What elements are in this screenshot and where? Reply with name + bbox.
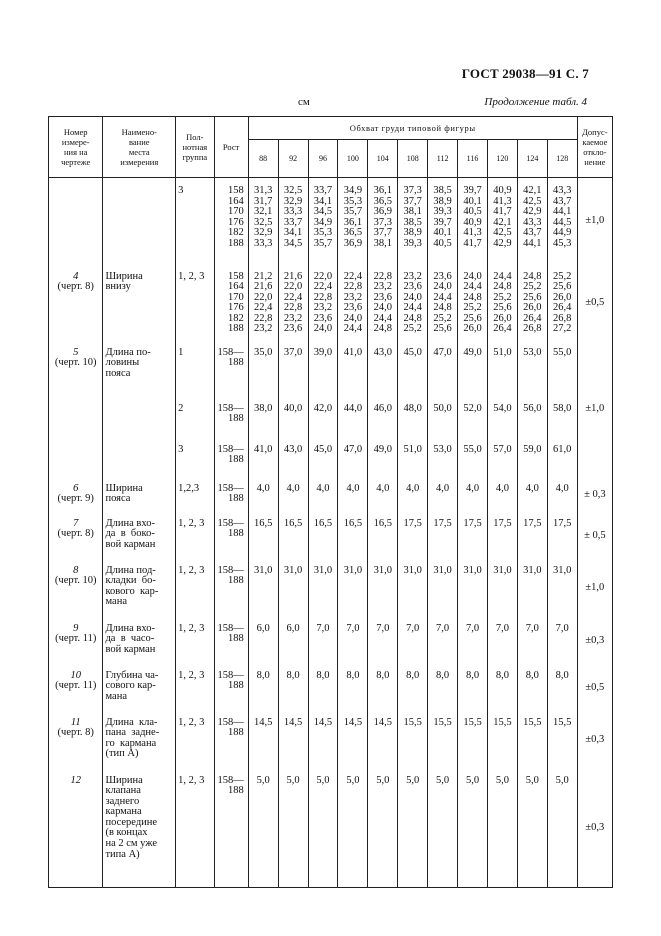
- value-cell: 61,0: [547, 439, 577, 478]
- value-cell: 5,0: [368, 770, 398, 888]
- measure-name: Длина вхо- да в боко- вой карман: [103, 513, 176, 560]
- tolerance-cell: ±0,3: [577, 770, 612, 888]
- measure-number: 9: [73, 622, 79, 634]
- value-cell: 45,0: [398, 342, 428, 398]
- col-header-girth: Обхват груди типовой фигуры: [248, 117, 577, 140]
- value-cell: 8,0: [487, 665, 517, 712]
- height-cell: 158— 188: [214, 770, 248, 888]
- table-row: [49, 560, 613, 618]
- height-cell: 158— 188: [214, 665, 248, 712]
- col-header-tolerance: Допус- каемое откло- нение: [577, 117, 612, 178]
- value-cell: 43,0: [368, 342, 398, 398]
- col-header-size: 112: [428, 140, 458, 178]
- value-cell: 55,0: [547, 342, 577, 398]
- tolerance-cell: ± 0,3: [577, 478, 612, 513]
- value-cell: 43,0: [278, 439, 308, 478]
- table-row: [49, 398, 613, 439]
- value-cell: 5,0: [517, 770, 547, 888]
- value-cell: 31,0: [338, 560, 368, 618]
- value-cell: 46,0: [368, 398, 398, 439]
- value-cell: 39,0: [308, 342, 338, 398]
- value-cell: 7,0: [428, 618, 458, 665]
- measure-name: Длина по- ловины пояса: [103, 342, 176, 398]
- group-cell: 1, 2, 3: [176, 266, 214, 342]
- tolerance-cell: ± 0,5: [577, 513, 612, 560]
- group-cell: 1, 2, 3: [176, 618, 214, 665]
- table-row: [49, 513, 613, 560]
- measure-number-cell: [49, 439, 103, 478]
- value-cell: 22,4 22,8 23,2 23,6 24,0 24,4: [338, 266, 368, 342]
- value-cell: 31,0: [278, 560, 308, 618]
- col-header-size: 116: [458, 140, 488, 178]
- value-cell: 15,5: [458, 712, 488, 770]
- value-cell: 34,9 35,3 35,7 36,1 36,5 36,9: [338, 178, 368, 266]
- group-cell: 1, 2, 3: [176, 665, 214, 712]
- measure-number-cell: [49, 712, 103, 770]
- value-cell: 7,0: [487, 618, 517, 665]
- value-cell: 31,3 31,7 32,1 32,5 32,9 33,3: [248, 178, 278, 266]
- value-cell: 17,5: [547, 513, 577, 560]
- value-cell: 42,1 42,5 42,9 43,3 43,7 44,1: [517, 178, 547, 266]
- value-cell: 41,0: [248, 439, 278, 478]
- value-cell: 22,0 22,4 22,8 23,2 23,6 24,0: [308, 266, 338, 342]
- measure-number-cell: [49, 342, 103, 398]
- value-cell: 6,0: [278, 618, 308, 665]
- value-cell: 14,5: [368, 712, 398, 770]
- value-cell: 16,5: [278, 513, 308, 560]
- value-cell: 16,5: [248, 513, 278, 560]
- tolerance-cell: ±0,3: [577, 712, 612, 770]
- measure-name: [103, 178, 176, 266]
- value-cell: 41,0: [338, 342, 368, 398]
- col-header-num: Номер измере- ния на чертеже: [49, 117, 103, 178]
- value-cell: 15,5: [398, 712, 428, 770]
- measure-number-cell: [49, 618, 103, 665]
- value-cell: 31,0: [368, 560, 398, 618]
- value-cell: 5,0: [248, 770, 278, 888]
- value-cell: 31,0: [398, 560, 428, 618]
- col-header-size: 88: [248, 140, 278, 178]
- value-cell: 50,0: [428, 398, 458, 439]
- value-cell: 17,5: [487, 513, 517, 560]
- height-cell: 158— 188: [214, 618, 248, 665]
- measure-number-cell: [49, 665, 103, 712]
- value-cell: 5,0: [278, 770, 308, 888]
- value-cell: 37,3 37,7 38,1 38,5 38,9 39,3: [398, 178, 428, 266]
- value-cell: 24,4 24,8 25,2 25,6 26,0 26,4: [487, 266, 517, 342]
- value-cell: 5,0: [487, 770, 517, 888]
- table-row: [49, 178, 613, 266]
- value-cell: 45,0: [308, 439, 338, 478]
- value-cell: 44,0: [338, 398, 368, 439]
- value-cell: 5,0: [308, 770, 338, 888]
- value-cell: 17,5: [398, 513, 428, 560]
- value-cell: 8,0: [547, 665, 577, 712]
- col-header-size: 92: [278, 140, 308, 178]
- value-cell: 31,0: [517, 560, 547, 618]
- measure-number-cell: [49, 513, 103, 560]
- value-cell: 7,0: [308, 618, 338, 665]
- value-cell: 6,0: [248, 618, 278, 665]
- measurements-table: [48, 116, 613, 888]
- height-cell: 158 164 170 176 182 188: [214, 178, 248, 266]
- tolerance-cell: ±0,5: [577, 665, 612, 712]
- value-cell: 21,6 22,0 22,4 22,8 23,2 23,6: [278, 266, 308, 342]
- value-cell: 16,5: [338, 513, 368, 560]
- page-title: ГОСТ 29038—91 С. 7: [461, 66, 589, 81]
- height-cell: 158— 188: [214, 560, 248, 618]
- table-row: [49, 342, 613, 398]
- tolerance-cell: ±0,3: [577, 618, 612, 665]
- value-cell: 5,0: [428, 770, 458, 888]
- value-cell: 4,0: [278, 478, 308, 513]
- table-row: [49, 712, 613, 770]
- height-cell: 158— 188: [214, 398, 248, 439]
- unit-label: см: [298, 96, 310, 108]
- value-cell: 40,0: [278, 398, 308, 439]
- value-cell: 47,0: [428, 342, 458, 398]
- group-cell: 1, 2, 3: [176, 560, 214, 618]
- value-cell: 32,5 32,9 33,3 33,7 34,1 34,5: [278, 178, 308, 266]
- value-cell: 8,0: [368, 665, 398, 712]
- drawing-reference: (черт. 11): [55, 633, 97, 645]
- value-cell: 5,0: [458, 770, 488, 888]
- measure-number-cell: [49, 398, 103, 439]
- col-header-group: Пол- нотная группа: [176, 117, 214, 178]
- col-header-size: 100: [338, 140, 368, 178]
- measure-number-cell: [49, 478, 103, 513]
- measure-number: 6: [73, 482, 79, 494]
- height-cell: 158— 188: [214, 513, 248, 560]
- value-cell: 14,5: [308, 712, 338, 770]
- value-cell: 49,0: [368, 439, 398, 478]
- measure-number: 7: [73, 517, 79, 529]
- value-cell: 51,0: [487, 342, 517, 398]
- value-cell: 5,0: [398, 770, 428, 888]
- measure-name: Ширина клапана заднего кармана посередине (в концах на 2 см уже типа А): [103, 770, 176, 888]
- value-cell: 7,0: [338, 618, 368, 665]
- value-cell: 8,0: [308, 665, 338, 712]
- height-cell: 158— 188: [214, 712, 248, 770]
- value-cell: 59,0: [517, 439, 547, 478]
- drawing-reference: (черт. 11): [55, 680, 97, 692]
- value-cell: 4,0: [428, 478, 458, 513]
- value-cell: 24,8 25,2 25,6 26,0 26,4 26,8: [517, 266, 547, 342]
- value-cell: 47,0: [338, 439, 368, 478]
- measure-number: 4: [73, 270, 79, 282]
- value-cell: 4,0: [248, 478, 278, 513]
- group-cell: 2: [176, 398, 214, 439]
- value-cell: 56,0: [517, 398, 547, 439]
- value-cell: 15,5: [428, 712, 458, 770]
- value-cell: 16,5: [308, 513, 338, 560]
- col-header-size: 96: [308, 140, 338, 178]
- group-cell: 3: [176, 439, 214, 478]
- tolerance-cell: ±1,0: [577, 342, 612, 478]
- table-row: [49, 266, 613, 342]
- value-cell: 4,0: [547, 478, 577, 513]
- value-cell: 37,0: [278, 342, 308, 398]
- height-cell: 158— 188: [214, 439, 248, 478]
- value-cell: 49,0: [458, 342, 488, 398]
- value-cell: 7,0: [517, 618, 547, 665]
- tolerance-cell: ±1,0: [577, 178, 612, 266]
- value-cell: 17,5: [428, 513, 458, 560]
- value-cell: 14,5: [248, 712, 278, 770]
- value-cell: 15,5: [487, 712, 517, 770]
- value-cell: 31,0: [308, 560, 338, 618]
- height-cell: 158— 188: [214, 342, 248, 398]
- height-cell: 158 164 170 176 182 188: [214, 266, 248, 342]
- value-cell: 31,0: [428, 560, 458, 618]
- col-header-size: 128: [547, 140, 577, 178]
- value-cell: 5,0: [547, 770, 577, 888]
- table-row: [49, 439, 613, 478]
- drawing-reference: (черт. 10): [54, 357, 97, 369]
- value-cell: 38,5 38,9 39,3 39,7 40,1 40,5: [428, 178, 458, 266]
- value-cell: 7,0: [398, 618, 428, 665]
- value-cell: 17,5: [458, 513, 488, 560]
- value-cell: 21,2 21,6 22,0 22,4 22,8 23,2: [248, 266, 278, 342]
- measure-number: 5: [73, 346, 79, 358]
- height-cell: 158— 188: [214, 478, 248, 513]
- measure-number: 11: [70, 716, 81, 728]
- value-cell: 7,0: [547, 618, 577, 665]
- value-cell: 33,7 34,1 34,5 34,9 35,3 35,7: [308, 178, 338, 266]
- value-cell: 8,0: [278, 665, 308, 712]
- value-cell: 25,2 25,6 26,0 26,4 26,8 27,2: [547, 266, 577, 342]
- value-cell: 4,0: [368, 478, 398, 513]
- measure-number: 10: [70, 669, 81, 681]
- value-cell: 7,0: [458, 618, 488, 665]
- value-cell: 8,0: [398, 665, 428, 712]
- value-cell: 54,0: [487, 398, 517, 439]
- drawing-reference: (черт. 10): [54, 575, 97, 587]
- measure-name: Глубина ча- сового кар- мана: [103, 665, 176, 712]
- value-cell: 17,5: [517, 513, 547, 560]
- value-cell: 14,5: [338, 712, 368, 770]
- measure-name: Ширина внизу: [103, 266, 176, 342]
- value-cell: 38,0: [248, 398, 278, 439]
- measure-number-cell: [49, 178, 103, 266]
- table-row: [49, 618, 613, 665]
- value-cell: 57,0: [487, 439, 517, 478]
- col-header-name: Наимено- вание места измерения: [103, 117, 176, 178]
- value-cell: 24,0 24,4 24,8 25,2 25,6 26,0: [458, 266, 488, 342]
- value-cell: 4,0: [517, 478, 547, 513]
- continuation-label: Продолжение табл. 4: [484, 96, 587, 108]
- value-cell: 23,6 24,0 24,4 24,8 25,2 25,6: [428, 266, 458, 342]
- measure-name: [103, 439, 176, 478]
- value-cell: 16,5: [368, 513, 398, 560]
- group-cell: 1: [176, 342, 214, 398]
- col-header-size: 120: [487, 140, 517, 178]
- value-cell: 22,8 23,2 23,6 24,0 24,4 24,8: [368, 266, 398, 342]
- value-cell: 7,0: [368, 618, 398, 665]
- col-header-size: 108: [398, 140, 428, 178]
- tolerance-cell: ±0,5: [577, 266, 612, 342]
- tolerance-cell: ±1,0: [577, 560, 612, 618]
- measure-name: Длина вхо- да в часо- вой карман: [103, 618, 176, 665]
- value-cell: 39,7 40,1 40,5 40,9 41,3 41,7: [458, 178, 488, 266]
- value-cell: 4,0: [487, 478, 517, 513]
- value-cell: 40,9 41,3 41,7 42,1 42,5 42,9: [487, 178, 517, 266]
- value-cell: 8,0: [248, 665, 278, 712]
- value-cell: 4,0: [398, 478, 428, 513]
- value-cell: 31,0: [487, 560, 517, 618]
- value-cell: 31,0: [458, 560, 488, 618]
- value-cell: 52,0: [458, 398, 488, 439]
- value-cell: 8,0: [517, 665, 547, 712]
- col-header-size: 104: [368, 140, 398, 178]
- value-cell: 58,0: [547, 398, 577, 439]
- value-cell: 31,0: [248, 560, 278, 618]
- drawing-reference: (черт. 8): [57, 528, 94, 540]
- group-cell: 1, 2, 3: [176, 513, 214, 560]
- group-cell: 3: [176, 178, 214, 266]
- drawing-reference: (черт. 8): [57, 727, 94, 739]
- table-row: [49, 478, 613, 513]
- measure-number: 12: [70, 774, 81, 786]
- value-cell: 31,0: [547, 560, 577, 618]
- value-cell: 4,0: [308, 478, 338, 513]
- measure-name: Длина кла- пана задне- го кармана (тип А): [103, 712, 176, 770]
- measure-number-cell: [49, 266, 103, 342]
- value-cell: 8,0: [428, 665, 458, 712]
- value-cell: 53,0: [428, 439, 458, 478]
- measure-name: Длина под- кладки бо- кового кар- мана: [103, 560, 176, 618]
- value-cell: 15,5: [517, 712, 547, 770]
- value-cell: 53,0: [517, 342, 547, 398]
- value-cell: 42,0: [308, 398, 338, 439]
- group-cell: 1, 2, 3: [176, 770, 214, 888]
- group-cell: 1,2,3: [176, 478, 214, 513]
- value-cell: 43,3 43,7 44,1 44,5 44,9 45,3: [547, 178, 577, 266]
- value-cell: 48,0: [398, 398, 428, 439]
- table-row: [49, 665, 613, 712]
- value-cell: 23,2 23,6 24,0 24,4 24,8 25,2: [398, 266, 428, 342]
- value-cell: 51,0: [398, 439, 428, 478]
- value-cell: 8,0: [338, 665, 368, 712]
- value-cell: 8,0: [458, 665, 488, 712]
- measure-number-cell: [49, 560, 103, 618]
- value-cell: 5,0: [338, 770, 368, 888]
- value-cell: 4,0: [338, 478, 368, 513]
- measure-number-cell: [49, 770, 103, 888]
- value-cell: 36,1 36,5 36,9 37,3 37,7 38,1: [368, 178, 398, 266]
- col-header-size: 124: [517, 140, 547, 178]
- drawing-reference: (черт. 9): [57, 493, 94, 505]
- value-cell: 14,5: [278, 712, 308, 770]
- drawing-reference: (черт. 8): [57, 281, 94, 293]
- value-cell: 15,5: [547, 712, 577, 770]
- measure-number: 8: [73, 564, 79, 576]
- table-row: [49, 770, 613, 888]
- value-cell: 35,0: [248, 342, 278, 398]
- col-header-height: Рост: [214, 117, 248, 178]
- value-cell: 4,0: [458, 478, 488, 513]
- measure-name: [103, 398, 176, 439]
- value-cell: 55,0: [458, 439, 488, 478]
- measure-name: Ширина пояса: [103, 478, 176, 513]
- group-cell: 1, 2, 3: [176, 712, 214, 770]
